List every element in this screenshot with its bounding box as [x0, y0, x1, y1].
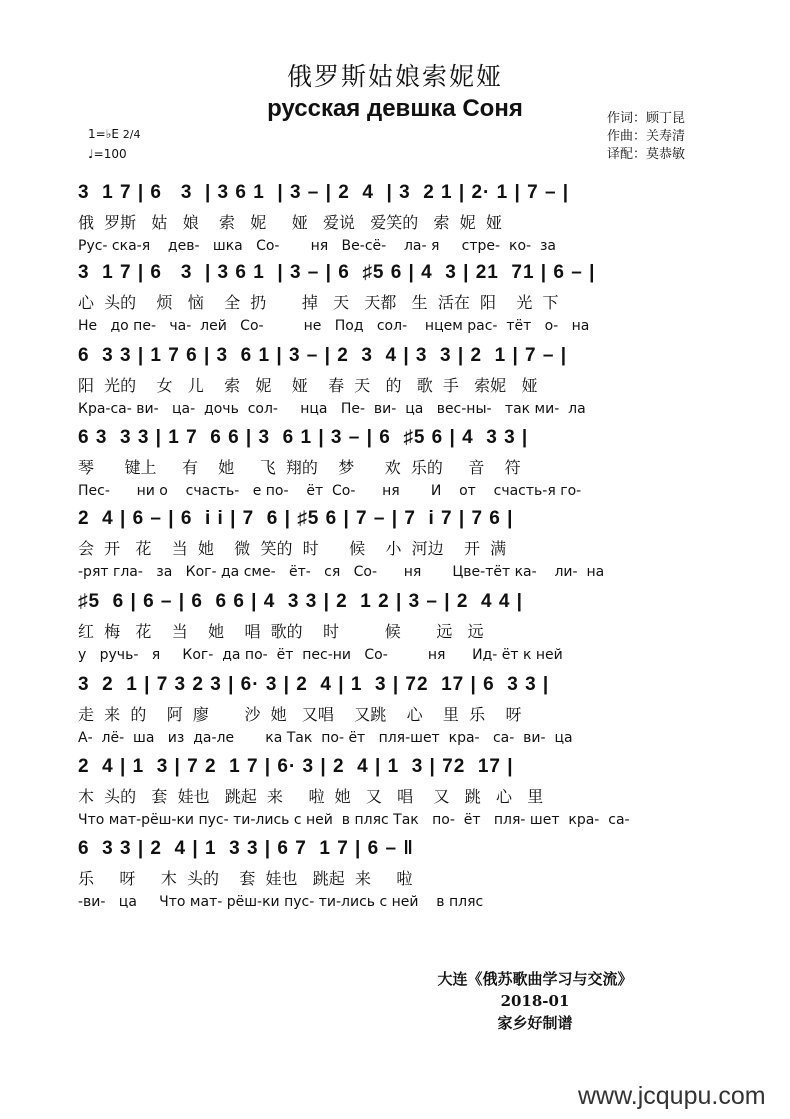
chinese-lyric-line: 俄 罗斯 姑 娘 索 妮 娅 爱说 爱笑的 索 妮 娅	[78, 213, 502, 232]
credits	[607, 110, 685, 164]
notation-line: 6 3 3 | 1 7 6 | 3 6 1 | 3 – | 2 3 4 | 3 3 | 2 1 | 7 – |	[78, 345, 568, 366]
notation-line: ♯5 6 | 6 – | 6 6 6 | 4 3 3 | 2 1 2 | 3 – | 2 4 4 |	[78, 591, 524, 612]
time-signature: 2/4	[122, 128, 141, 141]
tempo-marking: ♩=100	[88, 147, 127, 161]
score-row	[78, 425, 728, 501]
score-row	[78, 672, 728, 748]
chinese-lyric-line: 乐 呀 木 头的 套 娃也 跳起 来 啦	[78, 869, 413, 888]
russian-lyric-line: Рус- ска-я дев- шка Со- ня Ве-сё- ла- я стре- ко- за	[78, 238, 556, 254]
song-title-chinese: 俄罗斯姑娘索妮娅	[286, 62, 503, 91]
lyricist-credit: 作词：顾丁昆	[607, 111, 686, 126]
score-row	[78, 836, 728, 912]
chinese-lyric-line: 红 梅 花 当 她 唱 歌的 时 候 远 远	[78, 622, 484, 641]
notation-line: 6 3 3 | 2 4 | 1 3 3 | 6 7 1 7 | 6 – ‖	[78, 838, 414, 859]
notation-line: 3 2 1 | 7 3 2 3 | 6· 3 | 2 4 | 1 3 | 72 17 | 6 3 3 |	[78, 674, 550, 695]
score-row	[78, 260, 728, 336]
key-label: 1=♭E	[88, 127, 119, 141]
russian-lyric-line: -ви- ца Что мат- рёш-ки пус- ти-лись с ней в пляс	[78, 894, 484, 910]
song-title-russian: русская девшка Соня	[267, 95, 523, 122]
composer-credit: 作曲：关寿清	[607, 129, 686, 144]
russian-lyric-line: А- лё- ша из да-ле ка Так по- ёт пля-шет кра- са- ви- ца	[78, 730, 573, 746]
russian-lyric-line: Пес- ни о счасть- е по- ёт Со- ня И от счасть-я го-	[78, 483, 582, 499]
score-row	[78, 589, 728, 665]
site-watermark: www.jcqupu.com	[578, 1082, 766, 1110]
footer-source: 大连《俄苏歌曲学习与交流》	[437, 970, 633, 988]
footer-maker: 家乡好制谱	[497, 1014, 573, 1032]
russian-lyric-line: Что мат-рёш-ки пус- ти-лись с ней в пляс Так по- ёт пля- шет кра- са-	[78, 812, 630, 828]
russian-lyric-line: Не до пе- ча- лей Со- не Под сол- нцем рас- тёт о- на	[78, 318, 590, 334]
score-row	[78, 180, 728, 256]
russian-lyric-line: у ручь- я Ког- да по- ёт пес-ни Со- ня Ид- ёт к ней	[78, 647, 563, 663]
chinese-lyric-line: 木 头的 套 娃也 跳起 来 啦 她 又 唱 又 跳 心 里	[78, 787, 544, 806]
notation-line: 2 4 | 1 3 | 7 2 1 7 | 6· 3 | 2 4 | 1 3 | 72 17 |	[78, 756, 514, 777]
chinese-lyric-line: 心 头的 烦 恼 全 扔 掉 天 天都 生 活在 阳 光 下	[78, 293, 559, 312]
score-row	[78, 754, 728, 830]
chinese-lyric-line: 走 来 的 阿 廖 沙 她 又唱 又跳 心 里 乐 呀	[78, 705, 522, 724]
notation-line: 6 3 3 3 | 1 7 6 6 | 3 6 1 | 3 – | 6 ♯5 6 | 4 3 3 |	[78, 427, 529, 448]
notation-line: 2 4 | 6 – | 6 i i | 7 6 | ♯5 6 | 7 – | 7 i 7 | 7 6 |	[78, 508, 514, 529]
footer-credits	[395, 968, 675, 1034]
russian-lyric-line: Кра-са- ви- ца- дочь сол- нца Пе- ви- ца вес-ны- так ми- ла	[78, 401, 586, 417]
chinese-lyric-line: 会 开 花 当 她 微 笑的 时 候 小 河边 开 满	[78, 539, 507, 558]
chinese-lyric-line: 阳 光的 女 儿 索 妮 娅 春 天 的 歌 手 索妮 娅	[78, 376, 538, 395]
footer-date: 2018-01	[500, 992, 570, 1010]
key-signature	[88, 127, 140, 141]
chinese-lyric-line: 琴 键上 有 她 飞 翔的 梦 欢 乐的 音 符	[78, 458, 521, 477]
notation-line: 3 1 7 | 6 3 | 3 6 1 | 3 – | 2 4 | 3 2 1 | 2· 1 | 7 – |	[78, 182, 570, 203]
arranger-credit: 译配：莫恭敏	[607, 147, 686, 162]
score-row	[78, 506, 728, 582]
russian-lyric-line: -рят гла- за Ког- да сме- ёт- ся Со- ня Цве-тёт ка- ли- на	[78, 564, 605, 580]
score-row	[78, 343, 728, 419]
notation-line: 3 1 7 | 6 3 | 3 6 1 | 3 – | 6 ♯5 6 | 4 3 | 21 71 | 6 – |	[78, 262, 596, 283]
